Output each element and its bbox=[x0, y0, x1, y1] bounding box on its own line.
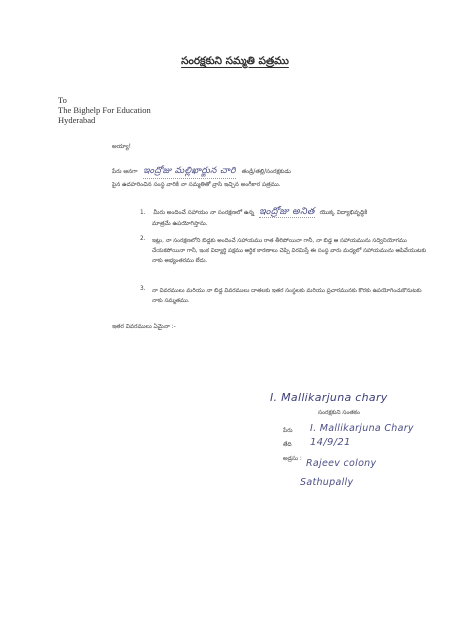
field-value-date: 14/9/21 bbox=[310, 437, 351, 448]
field-value-name: I. Mallikarjuna Chary bbox=[310, 423, 414, 434]
point-2-text: ఇట్లు, నా సంరక్షణలోని బిడ్డకు అందించే సహాయము రాత తీరిపోయినా గానీ, నా బిడ్డ ఆ సహాయమును సద్వినియోగము చేయకపోయినా గానీ, ఇంక విద్యార్థి పక్షము ఆర్థిక కారణాలు చెప్పి విరమిస్తే ఈ సంస్థ వారు మధ్యలో సహాయమును ఆపివేయుటకు నాకు అభ్యంతరము లేదు. bbox=[152, 238, 427, 264]
point-1 bbox=[140, 206, 367, 219]
guardian-signature: I. Mallikarjuna chary bbox=[270, 391, 388, 404]
field-label-date: తేది bbox=[283, 442, 292, 448]
intro-line-1 bbox=[112, 166, 291, 179]
other-details-label: ఇతర వివరములు ఏమైనా :- bbox=[112, 324, 176, 330]
field-label-name: పేరు bbox=[283, 428, 293, 434]
address-block bbox=[58, 95, 151, 125]
field-label-address: అడ్రసు : bbox=[283, 456, 302, 462]
point-number: 2. bbox=[140, 236, 146, 242]
salutation: అయ్యా! bbox=[112, 144, 131, 150]
point-1-text-a: మీరు అందించే సహాయం నా సంరక్షణలో ఉన్న bbox=[153, 210, 255, 216]
point-number: 3. bbox=[140, 286, 146, 292]
intro-suffix: తండ్రి/తల్లి/సంరక్షకుడు bbox=[241, 169, 291, 175]
intro-line-2: పైన ఉదహరించిన సంస్థ వారికి నా సమ్మతితో వ్రాసి ఇచ్చిన అంగీకార పత్రము. bbox=[112, 182, 281, 188]
field-value-address-line1: Rajeev colony bbox=[306, 458, 377, 469]
address-city: Hyderabad bbox=[58, 115, 96, 125]
point-3 bbox=[140, 286, 430, 306]
parent-name-handwritten: ఇంద్రోజు మల్లిఖార్జున చారి bbox=[143, 166, 235, 179]
point-number: 1. bbox=[140, 210, 146, 216]
point-1-text-c: మాత్రమే ఉపయోగిస్తాను. bbox=[152, 221, 208, 227]
page-title: సంరక్షకుని సమ్మతి పత్రము bbox=[181, 55, 289, 67]
address-org: The Bighelp For Education bbox=[58, 105, 151, 115]
signature-caption: సంరక్షకుని సంతకం bbox=[318, 410, 360, 416]
student-name-handwritten: ఇంద్రోజు అనిత bbox=[259, 206, 315, 217]
field-value-address-line2: Sathupally bbox=[300, 477, 354, 488]
point-2 bbox=[140, 236, 430, 266]
address-to: To bbox=[58, 95, 67, 105]
intro-prefix: పేరు ఆనగా bbox=[112, 169, 138, 175]
point-1-text-b: యొక్క విద్యాభివృద్ధికి bbox=[319, 210, 368, 216]
point-3-text: నా వివరములు మరియు నా బిడ్డ వివరములు దాతలకు ఇతర సంస్థలకు మరియు ప్రచారమునకు కొరకు ఉపయోగించుకొనుటకు నాకు సమ్మతము. bbox=[152, 288, 422, 304]
